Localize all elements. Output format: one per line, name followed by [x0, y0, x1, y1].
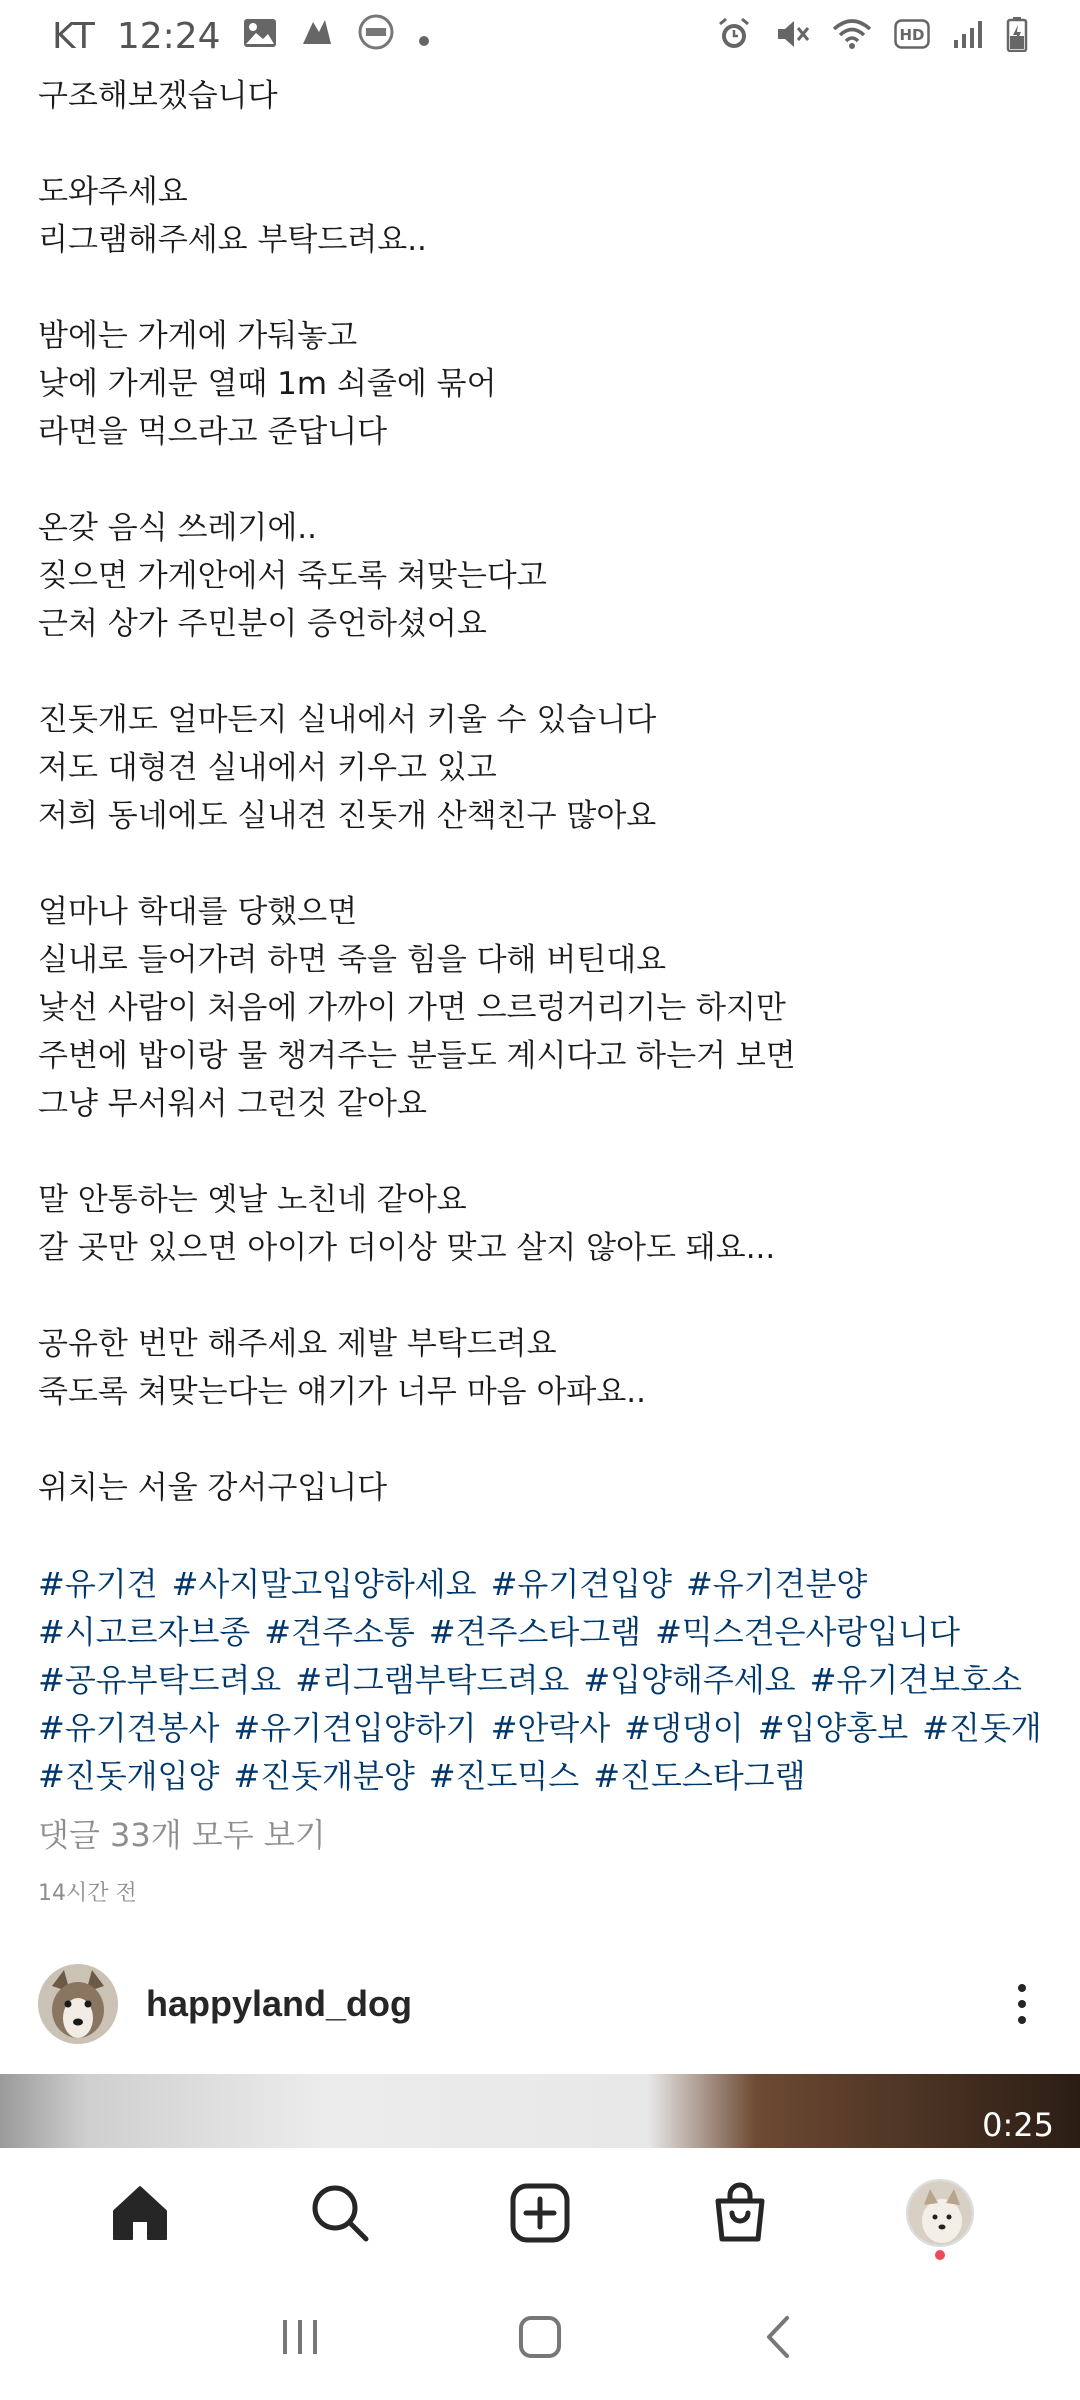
hashtag-link[interactable]: #유기견분양	[685, 1565, 868, 1603]
caption-spacer	[38, 648, 1048, 696]
caption-line: 진돗개도 얼마든지 실내에서 키울 수 있습니다	[38, 702, 657, 738]
caption-line: 낯선 사람이 처음에 가까이 가면 으르렁거리기는 하지만	[38, 990, 786, 1026]
caption-spacer	[38, 840, 1048, 888]
hashtag-link[interactable]: #진도스타그램	[593, 1757, 806, 1795]
bottom-navigation	[0, 2148, 1080, 2278]
app-notification-icon	[299, 14, 335, 59]
caption-line: 온갖 음식 쓰레기에..	[38, 510, 317, 546]
caption-line: 갈 곳만 있으면 아이가 더이상 맞고 살지 않아도 돼요...	[38, 1230, 776, 1266]
caption-line: 짖으면 가게안에서 죽도록 쳐맞는다고	[38, 558, 547, 594]
caption-spacer	[38, 1272, 1048, 1320]
create-post-icon	[508, 2181, 572, 2245]
more-options-icon	[1018, 1984, 1026, 1992]
clock: 12:24	[116, 15, 221, 57]
user-avatar[interactable]	[38, 1964, 118, 2044]
caption-line: 실내로 들어가려 하면 죽을 힘을 다해 버틴대요	[38, 942, 667, 978]
caption-line: 라면을 먹으라고 준답니다	[38, 414, 388, 450]
notification-dot	[935, 2250, 945, 2260]
caption-line: 밤에는 가게에 가둬놓고	[38, 318, 358, 354]
hashtag-link[interactable]: #견주스타그램	[428, 1613, 642, 1651]
back-button[interactable]	[755, 2312, 805, 2366]
caption-line: 낮에 가게문 열때 1m 쇠줄에 묶어	[38, 366, 497, 402]
back-icon	[755, 2312, 805, 2362]
caption-spacer	[38, 1512, 1048, 1560]
hashtag-link[interactable]: #믹스견은사랑입니다	[655, 1613, 961, 1651]
hashtag-link[interactable]: #유기견보호소	[809, 1661, 1022, 1699]
hashtag-link[interactable]: #유기견봉사	[38, 1709, 220, 1747]
caption-line: 말 안통하는 옛날 노친네 같아요	[38, 1182, 467, 1218]
gallery-icon	[243, 16, 277, 57]
caption-line: 근처 상가 주민분이 증언하셨어요	[38, 606, 487, 642]
hashtag-link[interactable]: #진돗개	[922, 1709, 1042, 1747]
nav-profile-button[interactable]	[885, 2158, 995, 2268]
dot-icon	[417, 16, 431, 57]
caption-line: 공유한 번만 해주세요 제발 부탁드려요	[38, 1326, 557, 1362]
shop-icon	[708, 2181, 772, 2245]
system-navigation-bar	[0, 2278, 1080, 2400]
signal-icon	[952, 18, 984, 54]
nav-shop-button[interactable]	[685, 2158, 795, 2268]
view-all-comments-link[interactable]: 댓글 33개 모두 보기	[38, 1816, 326, 1854]
more-options-button[interactable]	[1002, 1964, 1042, 2044]
search-icon	[308, 2181, 372, 2245]
caption-line: 위치는 서울 강서구입니다	[38, 1470, 388, 1506]
caption-spacer	[38, 1416, 1048, 1464]
svg-text:HD: HD	[899, 26, 925, 44]
caption-line: 주변에 밥이랑 물 챙겨주는 분들도 계시다고 하는거 보면	[38, 1038, 796, 1074]
hashtag-link[interactable]: #진돗개입양	[38, 1757, 220, 1795]
caption-line: 저희 동네에도 실내견 진돗개 산책친구 많아요	[38, 798, 657, 834]
caption-line: 구조해보겠습니다	[38, 78, 278, 114]
alarm-icon	[716, 16, 752, 56]
recent-apps-icon	[275, 2314, 325, 2360]
home-square-icon	[515, 2312, 565, 2362]
home-system-button[interactable]	[515, 2312, 565, 2366]
hashtag-link[interactable]: #진도믹스	[428, 1757, 580, 1795]
caption-text	[38, 72, 1048, 1560]
hashtag-link[interactable]: #진돗개분양	[233, 1757, 415, 1795]
hashtag-link[interactable]: #유기견입양하기	[233, 1709, 477, 1747]
hashtag-link[interactable]: #견주소통	[264, 1613, 415, 1651]
hashtag-link[interactable]: #공유부탁드려요	[38, 1661, 282, 1699]
mute-icon	[774, 16, 810, 56]
post-video[interactable]	[0, 2074, 1080, 2148]
battery-icon	[1006, 16, 1028, 56]
post-caption	[38, 72, 1048, 1800]
hashtag-link[interactable]: #댕댕이	[624, 1709, 744, 1747]
caption-spacer	[38, 120, 1048, 168]
profile-avatar	[906, 2179, 974, 2247]
caption-line: 도와주세요	[38, 174, 188, 210]
wifi-icon	[832, 17, 872, 55]
caption-spacer	[38, 1128, 1048, 1176]
carrier-label: KT	[52, 15, 95, 57]
caption-line: 저도 대형견 실내에서 키우고 있고	[38, 750, 497, 786]
hashtag-link[interactable]: #리그램부탁드려요	[295, 1661, 570, 1699]
hashtag-link[interactable]: #입양홍보	[757, 1709, 909, 1747]
post-timestamp: 14시간 전	[38, 1881, 137, 1906]
recent-apps-button[interactable]	[275, 2314, 325, 2364]
nav-search-button[interactable]	[285, 2158, 395, 2268]
nav-home-button[interactable]	[85, 2158, 195, 2268]
caption-line: 리그램해주세요 부탁드려요..	[38, 222, 427, 258]
status-bar	[0, 0, 1080, 72]
nav-create-button[interactable]	[485, 2158, 595, 2268]
caption-line: 그냥 무서워서 그런것 같아요	[38, 1086, 427, 1122]
post-username[interactable]: happyland_dog	[146, 1983, 413, 2024]
post-header	[38, 1962, 1042, 2046]
video-duration: 0:25	[982, 2106, 1054, 2144]
hashtag-link[interactable]: #유기견	[38, 1565, 158, 1603]
caption-line: 얼마나 학대를 당했으면	[38, 894, 358, 930]
dashin-icon	[357, 13, 395, 60]
hashtag-link[interactable]: #안락사	[490, 1709, 611, 1747]
caption-spacer	[38, 456, 1048, 504]
hashtag-list	[38, 1560, 1058, 1800]
hashtag-link[interactable]: #사지말고입양하세요	[171, 1565, 477, 1603]
hashtag-link[interactable]: #유기견입양	[490, 1565, 672, 1603]
caption-line: 죽도록 쳐맞는다는 얘기가 너무 마음 아파요..	[38, 1374, 647, 1410]
hd-icon	[894, 19, 930, 53]
hashtag-link[interactable]: #입양해주세요	[583, 1661, 796, 1699]
caption-spacer	[38, 264, 1048, 312]
hashtag-link[interactable]: #시고르자브종	[38, 1613, 251, 1651]
home-icon	[108, 2181, 172, 2245]
